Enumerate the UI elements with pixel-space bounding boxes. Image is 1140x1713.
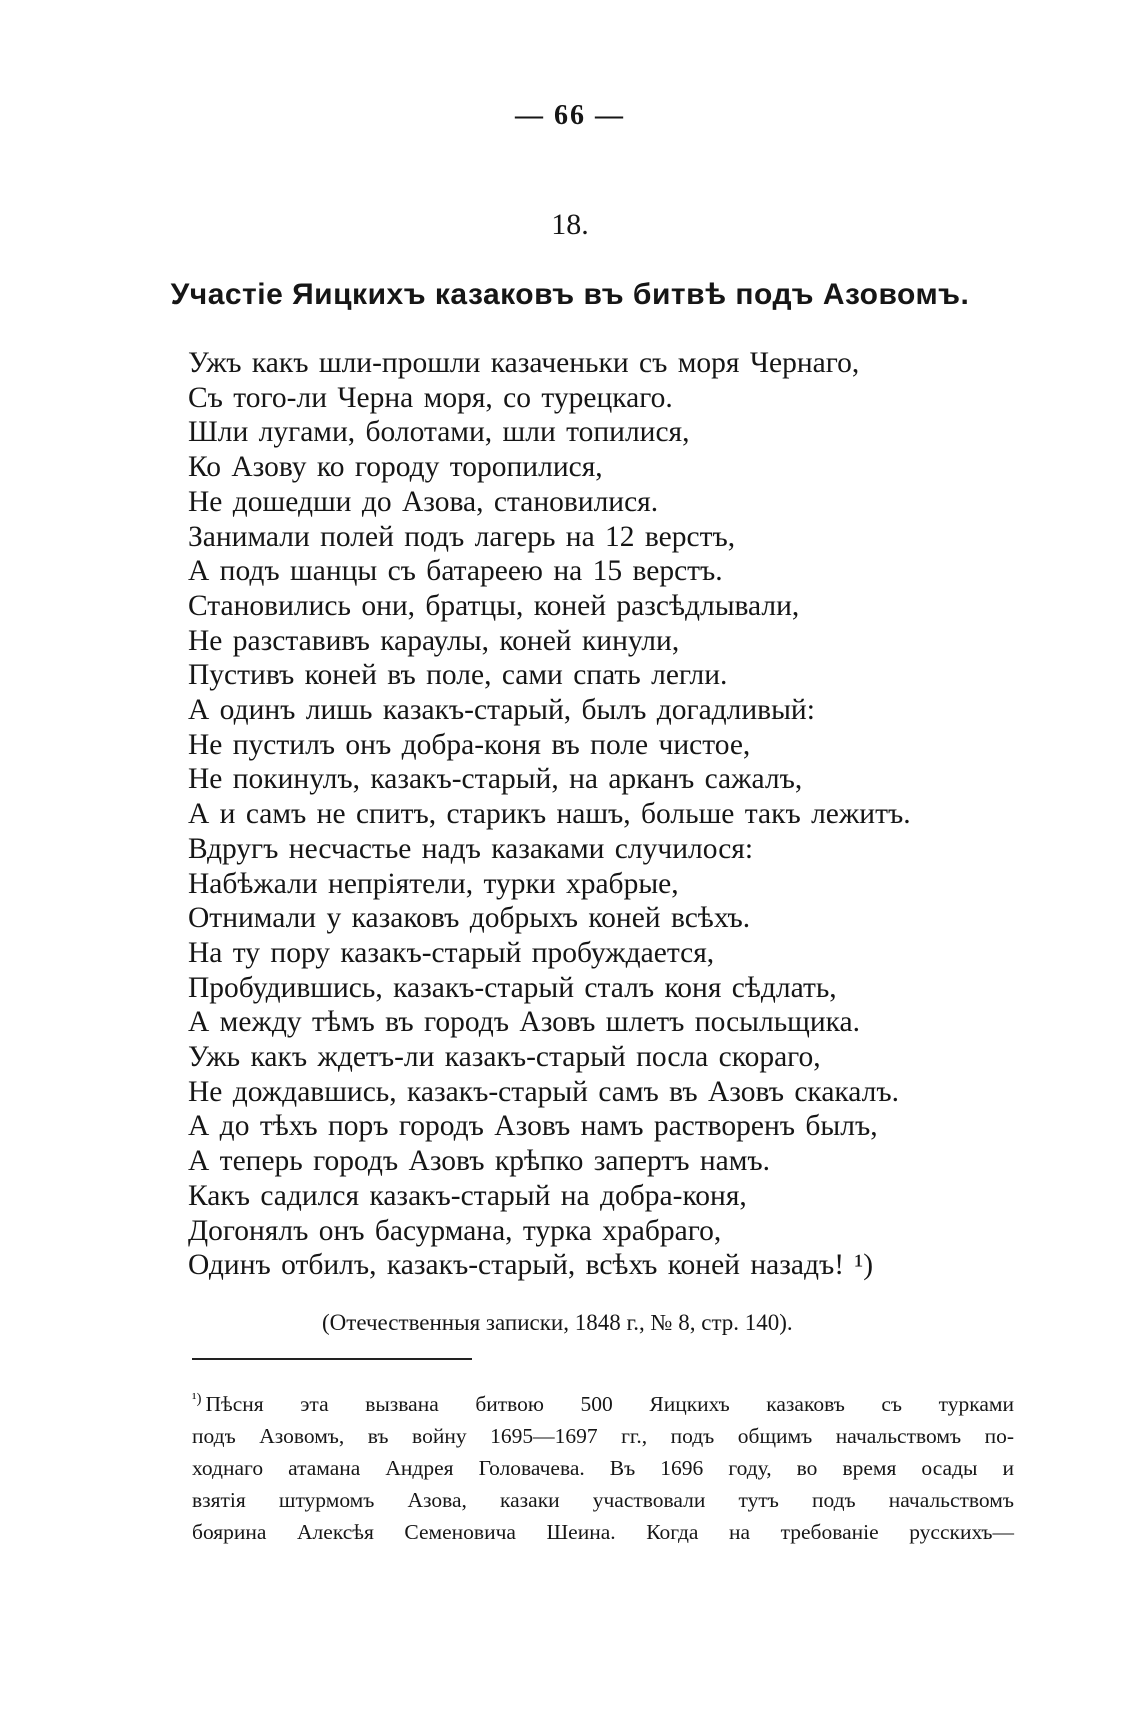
verse-line: Пустивъ коней въ поле, сами спать легли. bbox=[188, 659, 728, 692]
verse-line: Съ того-ли Черна моря, со турецкаго. bbox=[188, 381, 673, 414]
page-number: — 66 — bbox=[515, 100, 625, 131]
footnote-line: ходнаго атамана Андрея Головачева. Въ 1696 году, во время осады и bbox=[192, 1456, 1014, 1481]
source-citation: (Отечественныя записки, 1848 г., № 8, стр. 140). bbox=[322, 1310, 793, 1335]
verse-line: Набѣжали непріятели, турки храбрые, bbox=[188, 867, 679, 900]
footnote-divider bbox=[192, 1358, 472, 1360]
verse-line: Одинъ отбилъ, казакъ-старый, всѣхъ коней назадъ! ¹) bbox=[188, 1249, 874, 1282]
verse-line: Пробудившись, казакъ-старый сталъ коня сѣдлать, bbox=[188, 971, 837, 1004]
verse-line: А одинъ лишь казакъ-старый, былъ догадливый: bbox=[188, 694, 815, 727]
verse-line: Ко Азову ко городу торопилися, bbox=[188, 451, 603, 484]
verse-line: Какъ садился казакъ-старый на добра-коня, bbox=[188, 1179, 747, 1212]
song-verse bbox=[188, 346, 1038, 1283]
footnote-marker: ¹) bbox=[192, 1391, 202, 1407]
verse-line: Не покинулъ, казакъ-старый, на арканъ сажалъ, bbox=[188, 763, 803, 796]
verse-line: Догонялъ онъ басурмана, турка храбраго, bbox=[188, 1214, 722, 1247]
verse-line: А теперь городъ Азовъ крѣпко запертъ намъ. bbox=[188, 1145, 771, 1178]
verse-line: А подъ шанцы съ батареею на 15 верстъ. bbox=[188, 555, 723, 588]
verse-line: На ту пору казакъ-старый пробуждается, bbox=[188, 936, 715, 969]
verse-line: Вдругъ несчастье надъ казаками случилося: bbox=[188, 832, 754, 865]
verse-line: Становились они, братцы, коней разсѣдлывали, bbox=[188, 589, 800, 622]
verse-line: Ужь какъ ждетъ-ли казакъ-старый посла скораго, bbox=[188, 1041, 821, 1074]
verse-line: Не дождавшись, казакъ-старый самъ въ Азовъ скакалъ. bbox=[188, 1075, 900, 1108]
verse-line: Занимали полей подъ лагерь на 12 верстъ, bbox=[188, 520, 736, 553]
verse-line: А и самъ не спитъ, старикъ нашъ, больше такъ лежитъ. bbox=[188, 798, 911, 831]
verse-line: Не пустилъ онъ добра-коня въ поле чистое, bbox=[188, 728, 751, 761]
footnote-line bbox=[192, 1383, 1014, 1420]
footnote-line: боярина Алексѣя Семеновича Шеина. Когда на требованіе русскихъ— bbox=[192, 1520, 1014, 1545]
footnote-line-text: Пѣсня эта вызвана битвою 500 Яицкихъ казаковъ съ турками bbox=[205, 1392, 1014, 1417]
verse-line: Шли лугами, болотами, шли топилися, bbox=[188, 416, 690, 449]
footnote-line: взятія штурмомъ Азова, казаки участвовали тутъ подъ начальствомъ bbox=[192, 1488, 1014, 1513]
verse-line: А между тѣмъ въ городъ Азовъ шлетъ посыльщика. bbox=[188, 1006, 861, 1039]
verse-line: Не разставивъ караулы, коней кинули, bbox=[188, 624, 680, 657]
verse-line: Ужъ какъ шли-прошли казаченьки съ моря Чернаго, bbox=[188, 347, 860, 379]
verse-line: А до тѣхъ поръ городъ Азовъ намъ растворенъ былъ, bbox=[188, 1110, 878, 1143]
verse-line: Отнимали у казаковъ добрыхъ коней всѣхъ. bbox=[188, 902, 751, 935]
section-number: 18. bbox=[551, 208, 589, 241]
song-title: Участіе Яицкихъ казаковъ въ битвѣ подъ Азовомъ. bbox=[170, 278, 970, 311]
verse-line: Не дошедши до Азова, становилися. bbox=[188, 485, 659, 518]
footnote bbox=[192, 1383, 1014, 1548]
footnote-line: подъ Азовомъ, въ войну 1695—1697 гг., подъ общимъ начальствомъ по- bbox=[192, 1424, 1014, 1449]
